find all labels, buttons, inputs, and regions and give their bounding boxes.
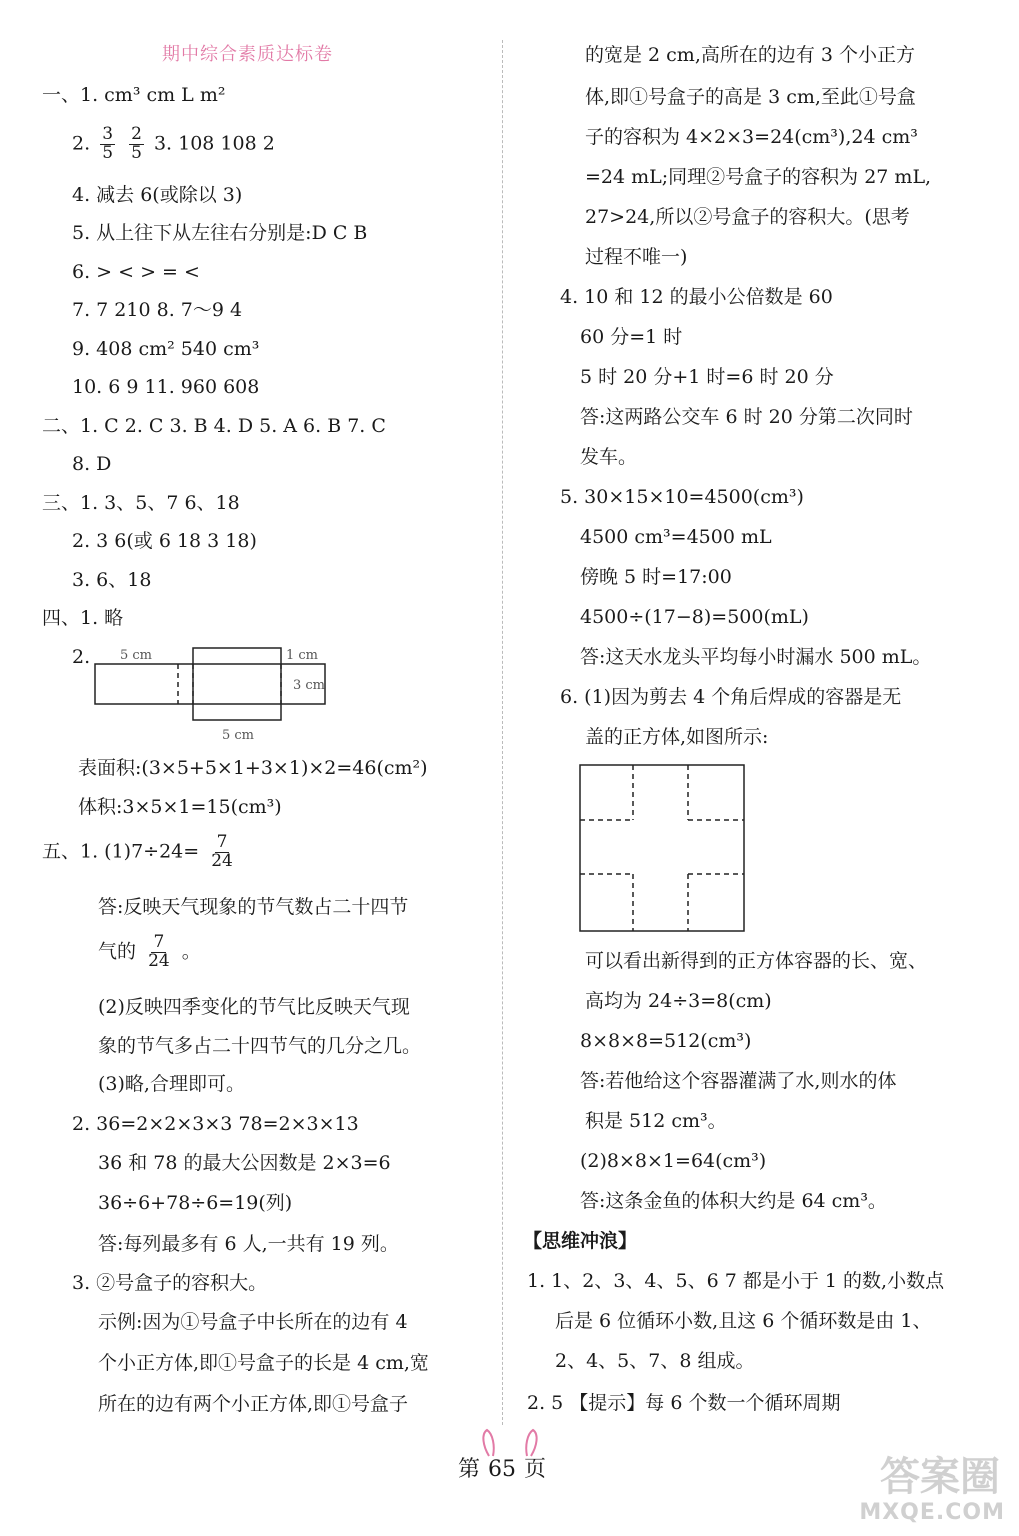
answer-line-fractions	[72, 126, 275, 163]
answer-text: 气的	[98, 940, 137, 963]
answer-text: 。	[181, 940, 201, 963]
label-bottom: 5 cm	[222, 728, 255, 743]
answer-line: 4500÷(17−8)=500(mL)	[580, 606, 809, 628]
watermark	[835, 1445, 1010, 1525]
answer-line: 发车。	[580, 446, 638, 468]
answer-line: 答:这条金鱼的体积大约是 64 cm³。	[580, 1190, 887, 1212]
answer-text: 五、1. (1)7÷24=	[42, 840, 200, 863]
answer-line: 答:反映天气现象的节气数占二十四节	[98, 896, 409, 918]
answer-line: 答:这两路公交车 6 时 20 分第二次同时	[580, 406, 913, 428]
page-number-value: 65	[488, 1457, 517, 1482]
answer-line: 6. > < > = <	[72, 261, 200, 283]
answer-line: 6. (1)因为剪去 4 个角后焊成的容器是无	[560, 686, 902, 708]
answer-line: 7. 7 210 8. 7～9 4	[72, 299, 243, 321]
answer-line: 5 时 20 分+1 时=6 时 20 分	[580, 366, 834, 388]
answer-line: 傍晚 5 时=17:00	[580, 566, 732, 588]
answer-line: 4. 10 和 12 的最小公倍数是 60	[560, 286, 833, 308]
answer-line: 3. ②号盒子的容积大。	[72, 1272, 268, 1294]
page-number	[458, 1452, 546, 1483]
answer-line: 2.	[72, 646, 91, 668]
answer-line: 四、1. 略	[42, 607, 124, 629]
answer-line: 后是 6 位循环小数,且这 6 个循环数是由 1、	[555, 1310, 932, 1332]
answer-line: =24 mL;同理②号盒子的容积为 27 mL,	[585, 166, 932, 188]
answer-line: 盖的正方体,如图所示:	[585, 726, 769, 748]
answer-line: 2. 36=2×2×3×3 78=2×3×13	[72, 1113, 359, 1135]
watermark-en: MXQE.COM	[859, 1500, 1005, 1525]
answer-line: 答:若他给这个容器灌满了水,则水的体	[580, 1070, 897, 1092]
label-top: 5 cm	[120, 648, 153, 663]
answer-line-fraction	[98, 934, 201, 971]
answer-line: (2)8×8×1=64(cm³)	[580, 1150, 767, 1172]
answer-line: 的宽是 2 cm,高所在的边有 3 个小正方	[585, 44, 916, 66]
answer-line: 过程不唯一)	[585, 246, 688, 268]
answer-line: 子的容积为 4×2×3=24(cm³),24 cm³	[585, 126, 918, 148]
label-right-top: 1 cm	[286, 648, 319, 663]
fraction: $\frac{2}{5}$	[131, 124, 142, 163]
answer-line: 答:这天水龙头平均每小时漏水 500 mL。	[580, 646, 932, 668]
answer-line: 表面积:(3×5+5×1+3×1)×2=46(cm²)	[78, 757, 428, 779]
answer-line: 2. 3 6(或 6 18 3 18)	[72, 530, 257, 552]
answer-line: 体积:3×5×1=15(cm³)	[78, 796, 282, 818]
answer-line: 27>24,所以②号盒子的容积大。(思考	[585, 206, 910, 228]
answer-line: 积是 512 cm³。	[585, 1110, 727, 1132]
answer-line: 3. 6、18	[72, 569, 152, 591]
page-suffix: 页	[524, 1457, 547, 1482]
column-divider	[502, 40, 503, 1425]
answer-line: 高均为 24÷3=8(cm)	[585, 990, 772, 1012]
answer-line: 4500 cm³=4500 mL	[580, 526, 772, 548]
answer-line: 4. 减去 6(或除以 3)	[72, 184, 243, 206]
label-right-mid: 3 cm	[293, 678, 326, 693]
item-number: 2.	[72, 132, 91, 155]
answer-line: (3)略,合理即可。	[98, 1073, 245, 1095]
section-heading: 【思维冲浪】	[523, 1230, 638, 1252]
answer-line: 个小正方体,即①号盒子的长是 4 cm,宽	[98, 1352, 429, 1374]
answer-line: 所在的边有两个小正方体,即①号盒子	[98, 1393, 409, 1415]
answer-line: 5. 30×15×10=4500(cm³)	[560, 486, 804, 508]
answer-line: 三、1. 3、5、7 6、18	[42, 492, 240, 514]
answer-line: 2、4、5、7、8 组成。	[555, 1350, 755, 1372]
answer-line: 36 和 78 的最大公因数是 2×3=6	[98, 1152, 391, 1174]
fraction: $\frac{3}{5}$	[102, 124, 114, 163]
answer-line: 36÷6+78÷6=19(列)	[98, 1192, 293, 1214]
answer-line: (2)反映四季变化的节气比反映天气现	[98, 996, 410, 1018]
answer-line: 2. 5 【提示】每 6 个数一个循环周期	[527, 1392, 841, 1414]
answer-line: 可以看出新得到的正方体容器的长、宽、	[585, 950, 928, 972]
page-prefix: 第	[458, 1457, 481, 1482]
answer-line: 答:每列最多有 6 人,一共有 19 列。	[98, 1233, 399, 1255]
page-title: 期中综合素质达标卷	[162, 44, 333, 65]
answer-line: 1. 1、2、3、4、5、6 7 都是小于 1 的数,小数点	[527, 1270, 945, 1292]
answer-line: 10. 6 9 11. 960 608	[72, 376, 260, 398]
answer-line: 象的节气多占二十四节气的几分之几。	[98, 1035, 422, 1057]
answer-line: 9. 408 cm² 540 cm³	[72, 338, 260, 360]
fraction: $\frac{7}{24}$	[211, 832, 233, 871]
answer-line: 示例:因为①号盒子中长所在的边有 4	[98, 1311, 408, 1333]
answer-line: 8. D	[72, 453, 112, 475]
answer-line-fraction	[42, 834, 239, 871]
watermark-cn: 答案圈	[880, 1454, 1000, 1500]
answer-line: 二、1. C 2. C 3. B 4. D 5. A 6. B 7. C	[42, 415, 386, 437]
answer-line: 60 分=1 时	[580, 326, 683, 348]
answer-line: 5. 从上往下从左往右分别是:D C B	[72, 222, 368, 244]
answer-line: 8×8×8=512(cm³)	[580, 1030, 752, 1052]
answer-text: 3. 108 108 2	[153, 132, 275, 155]
answer-line: 体,即①号盒子的高是 3 cm,至此①号盒	[585, 86, 916, 108]
cut-square-diagram	[577, 762, 749, 936]
cuboid-net-diagram	[90, 640, 350, 750]
answer-line: 一、1. cm³ cm L m²	[42, 84, 226, 106]
fraction: $\frac{7}{24}$	[148, 932, 170, 971]
